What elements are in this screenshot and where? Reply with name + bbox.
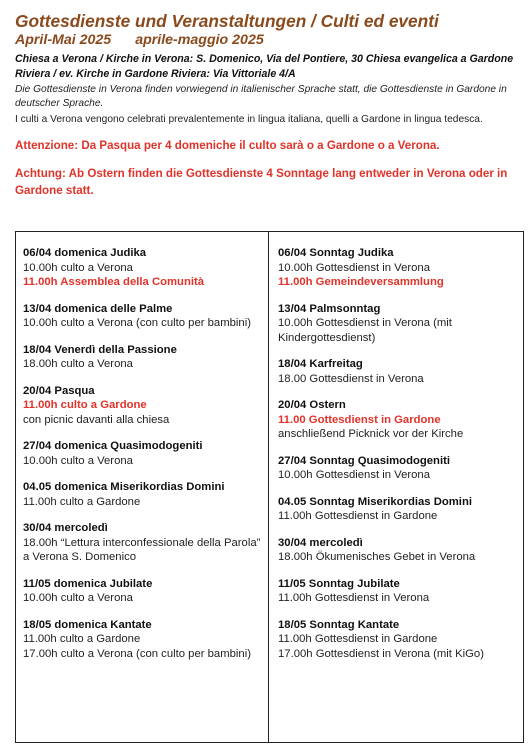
entry-event: anschließend Picknick vor der Kirche: [278, 428, 464, 440]
entry-event: 11.00h Gottesdienst in Gardone: [278, 510, 438, 522]
entry-date-heading: 06/04 domenica Judika: [23, 247, 147, 259]
church-addresses: Chiesa a Verona / Kirche in Verona: S. Domenico, Via del Pontiere, 30 Chiesa evangelica a Gardone Riviera / ev. Kirche in Gardone Riviera: Via Vittoriale 4/A: [15, 53, 514, 80]
entry-date-heading: 04.05 domenica Miserikordias Domini: [23, 481, 225, 493]
schedule-entry: [23, 343, 268, 372]
schedule-column-italian: [16, 232, 269, 742]
schedule-entry: [278, 357, 523, 386]
schedule-entry: [23, 384, 268, 428]
entry-date-heading: 30/04 mercoledì: [278, 536, 363, 549]
entry-date-heading: 06/04 Sonntag Judika: [278, 247, 394, 259]
entry-event: 10.00h Gottesdienst in Verona: [278, 469, 430, 481]
schedule-entry: [23, 521, 268, 565]
entry-event: 17.00h culto a Verona (con culto per bambini): [23, 647, 251, 660]
schedule-entry: [23, 480, 268, 509]
entry-highlighted-event: 11.00 Gottesdienst in Gardone: [278, 413, 441, 426]
entry-date-heading: 30/04 mercoledì: [23, 522, 108, 534]
entry-highlighted-event: 11.00h Gemeindeversammlung: [278, 276, 444, 288]
entry-event: 10.00h culto a Verona: [23, 454, 133, 467]
entry-highlighted-event: 11.00h culto a Gardone: [23, 399, 147, 411]
warning-italian: Attenzione: Da Pasqua per 4 domeniche il culto sarà o a Gardone o a Verona.: [15, 139, 440, 152]
entry-event: 18.00 Gottesdienst in Verona: [278, 372, 424, 385]
schedule-entry: [278, 536, 523, 565]
entry-date-heading: 18/04 Karfreitag: [278, 358, 363, 370]
subtitle-italian: aprile-maggio 2025: [135, 32, 264, 48]
page-subtitle: [15, 31, 525, 49]
schedule-entry: [23, 246, 268, 290]
schedule-entry: [278, 246, 523, 290]
language-note-italian: I culti a Verona vengono celebrati prevalentemente in lingua italiana, quelli a Gardone in lingua tedesca.: [15, 114, 483, 125]
entry-date-heading: 13/04 Palmsonntag: [278, 302, 381, 315]
entry-event: 10.00h culto a Verona: [23, 261, 133, 274]
entry-event: 10.00h Gottesdienst in Verona: [278, 261, 430, 274]
schedule-column-german: [269, 232, 523, 742]
schedule-entry: [23, 618, 268, 662]
entry-date-heading: 20/04 Pasqua: [23, 384, 95, 397]
language-note-german: Die Gottesdienste in Verona finden vorwiegend in italienischer Sprache statt, die Gottesdienste in Gardone in deutscher Sprache.: [15, 84, 507, 109]
schedule-entry: [278, 618, 523, 662]
entry-event: 10.00h culto a Verona (con culto per bambini): [23, 317, 251, 329]
entry-event: 18.00h Ökumenisches Gebet in Verona: [278, 551, 476, 563]
entry-event: 11.00h Gottesdienst in Gardone: [278, 633, 438, 645]
entry-event: 18.00h “Lettura interconfessionale della Parola” a Verona S. Domenico: [23, 536, 261, 563]
schedule-entry: [23, 302, 268, 331]
entry-date-heading: 18/04 Venerdì della Passione: [23, 343, 177, 356]
schedule-entry: [278, 454, 523, 483]
schedule-entry: [23, 439, 268, 468]
entry-date-heading: 27/04 domenica Quasimodogeniti: [23, 440, 203, 452]
entry-event: 18.00h culto a Verona: [23, 358, 133, 370]
entry-date-heading: 18/05 domenica Kantate: [23, 618, 152, 631]
warning-german: Achtung: Ab Ostern finden die Gottesdienste 4 Sonntage lang entweder in Verona oder in Gardone statt.: [15, 167, 508, 197]
entry-event: 10.00h culto a Verona: [23, 592, 133, 604]
entry-date-heading: 04.05 Sonntag Miserikordias Domini: [278, 495, 472, 508]
entry-date-heading: 13/04 domenica delle Palme: [23, 302, 173, 315]
schedule-table: [15, 231, 524, 743]
schedule-entry: [278, 302, 523, 346]
entry-date-heading: 20/04 Ostern: [278, 399, 346, 411]
entry-event: 11.00h culto a Gardone: [23, 495, 141, 508]
entry-date-heading: 27/04 Sonntag Quasimodogeniti: [278, 454, 450, 467]
page-title: Gottesdienste und Veranstaltungen / Culti ed eventi: [15, 11, 439, 31]
schedule-entry: [278, 398, 523, 442]
entry-date-heading: 11/05 Sonntag Jubilate: [278, 577, 400, 590]
schedule-entry: [278, 577, 523, 606]
entry-date-heading: 11/05 domenica Jubilate: [23, 577, 153, 590]
entry-highlighted-event: 11.00h Assemblea della Comunità: [23, 276, 205, 288]
entry-event: 11.00h culto a Gardone: [23, 633, 141, 645]
entry-event: con picnic davanti alla chiesa: [23, 413, 170, 426]
entry-event: 10.00h Gottesdienst in Verona (mit Kindergottesdienst): [278, 317, 452, 344]
schedule-entry: [278, 495, 523, 524]
entry-date-heading: 18/05 Sonntag Kantate: [278, 618, 400, 631]
document-header: [15, 12, 525, 199]
entry-event: 11.00h Gottesdienst in Verona: [278, 592, 430, 604]
schedule-entry: [23, 577, 268, 606]
subtitle-german: April-Mai 2025: [15, 32, 112, 48]
entry-event: 17.00h Gottesdienst in Verona (mit KiGo): [278, 647, 484, 660]
